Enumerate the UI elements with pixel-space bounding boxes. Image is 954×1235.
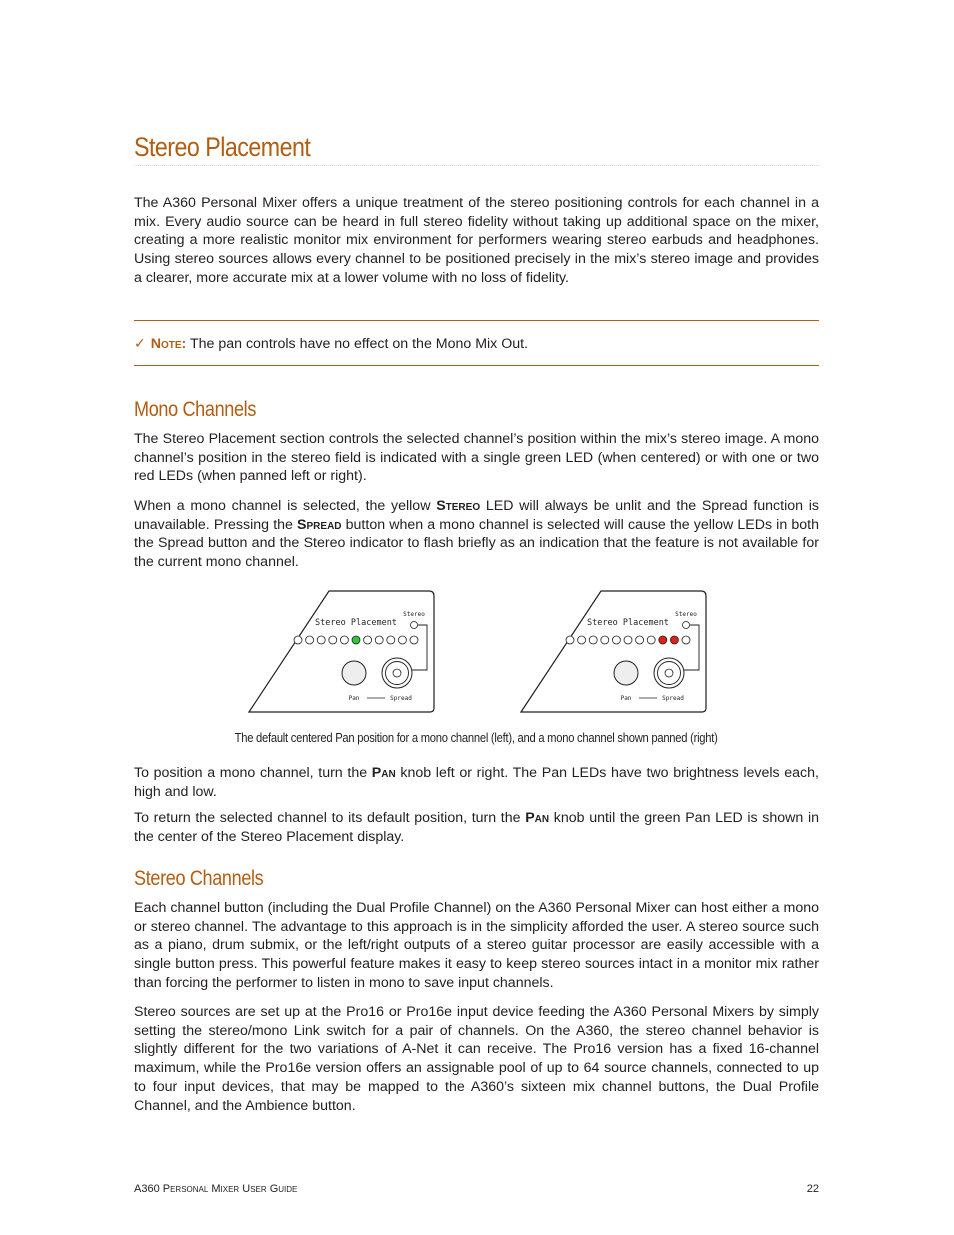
stereo-indicator-label: Stereo bbox=[675, 611, 697, 618]
pan-label: Pan bbox=[348, 695, 360, 702]
stereo-channels-heading: Stereo Channels bbox=[134, 867, 264, 890]
mono-paragraph-4: To return the selected channel to its default position, turn the Pan knob until the green Pan LED is shown in the center of the Stereo Placement display. bbox=[134, 810, 820, 845]
spread-keyword: Spread bbox=[297, 516, 342, 533]
note-box bbox=[134, 334, 528, 353]
figure-caption: The default centered Pan position for a mono channel (left), and a mono channel shown panned (right) bbox=[235, 730, 718, 745]
page-number: 22 bbox=[806, 1183, 819, 1195]
stereo-placement-diagram-centered bbox=[246, 588, 436, 716]
pan-label: Pan bbox=[620, 695, 632, 702]
pan-led-9 bbox=[387, 636, 395, 644]
pan-led-8 bbox=[375, 636, 383, 644]
note-lead: Note: bbox=[150, 336, 187, 352]
note-bottom-rule bbox=[134, 365, 819, 366]
pan-keyword: Pan bbox=[525, 810, 550, 826]
pan-led-10 bbox=[398, 636, 406, 644]
stereo-indicator-led bbox=[411, 622, 418, 629]
pan-led-11 bbox=[682, 636, 690, 644]
pan-led-8 bbox=[647, 636, 655, 644]
title-divider bbox=[134, 165, 819, 166]
pan-led-10 bbox=[670, 636, 678, 644]
footer-guide-title: A360 Personal Mixer User Guide bbox=[134, 1183, 298, 1195]
pan-led-3 bbox=[317, 636, 325, 644]
stereo-placement-label: Stereo Placement bbox=[315, 618, 397, 628]
stereo-indicator-label: Stereo bbox=[403, 611, 425, 618]
stereo-paragraph-1: Each channel button (including the Dual Profile Channel) on the A360 Personal Mixer can host either a mono or stereo channel. The advantage to this approach is in the simplicity afforded the user. A stereo source such as a piano, drum submix, or the left/right outputs of a stereo guitar processor are easily accessible with a single button press. This powerful feature makes it easy to keep stereo sources intact in a monitor mix rather than forcing the performer to listen in mono to save input channels. bbox=[134, 900, 819, 991]
pan-led-5 bbox=[612, 636, 620, 644]
stereo-indicator-led bbox=[683, 622, 690, 629]
pan-led-1 bbox=[566, 636, 574, 644]
pan-led-6 bbox=[352, 636, 360, 644]
intro-paragraph: The A360 Personal Mixer offers a unique treatment of the stereo positioning controls for each channel in a mix. Every audio source can be heard in full stereo fidelity without taking up additional space on the mixer, creating a more realistic monitor mix environment for performers wearing stereo earbuds and headphones. Using stereo sources allows every channel to be positioned precisely in the mix’s stereo image and provides a clearer, more accurate mix at a lower volume with no loss of fidelity. bbox=[134, 195, 819, 286]
pan-led-2 bbox=[306, 636, 314, 644]
page-title: Stereo Placement bbox=[134, 132, 311, 162]
note-text: The pan controls have no effect on the Mono Mix Out. bbox=[186, 336, 529, 352]
pan-led-9 bbox=[659, 636, 667, 644]
spread-led bbox=[665, 669, 673, 677]
mono-paragraph-3: To position a mono channel, turn the Pan knob left or right. The Pan LEDs have two brightness levels each, high and low. bbox=[134, 765, 819, 800]
mono-channels-heading: Mono Channels bbox=[134, 398, 257, 421]
pan-keyword: Pan bbox=[371, 765, 396, 781]
pan-led-11 bbox=[410, 636, 418, 644]
pan-led-3 bbox=[589, 636, 597, 644]
stereo-paragraph-2: Stereo sources are set up at the Pro16 or Pro16e input device feeding the A360 Personal Mixers by simply setting the stereo/mono Link switch for a pair of channels. On the A360, the stereo channel behavior is slightly different for the two variations of A-Net it can receive. The Pro16 version has a fixed 16-channel maximum, while the Pro16e version offers an assignable pool of up to 64 source channels, connected to up to four input devices, that may be mapped to the A360’s sixteen mix channel buttons, the Dual Profile Channel, and the Ambience button. bbox=[134, 1004, 819, 1114]
note-top-rule bbox=[134, 320, 819, 321]
pan-led-1 bbox=[294, 636, 302, 644]
pan-knob bbox=[614, 661, 638, 685]
stereo-keyword: Stereo bbox=[436, 498, 481, 514]
pan-knob bbox=[342, 661, 366, 685]
pan-led-4 bbox=[329, 636, 337, 644]
check-icon: ✓ bbox=[134, 335, 146, 351]
mono-paragraph-2: When a mono channel is selected, the yellow Stereo LED will always be unlit and the Spread function is unavailable. Pressing the Spread button when a mono channel is selected will cause the yellow LEDs in both the Spread button and the Stereo indicator to flash briefly as an indication that the feature is not available for the current mono channel. bbox=[134, 498, 819, 571]
pan-led-5 bbox=[340, 636, 348, 644]
stereo-placement-label: Stereo Placement bbox=[587, 618, 669, 628]
stereo-placement-diagram-panned bbox=[518, 588, 708, 716]
spread-label: Spread bbox=[390, 695, 412, 702]
spread-label: Spread bbox=[662, 695, 684, 702]
pan-led-6 bbox=[624, 636, 632, 644]
pan-led-4 bbox=[601, 636, 609, 644]
pan-led-row bbox=[566, 636, 690, 644]
pan-led-7 bbox=[364, 636, 372, 644]
spread-led bbox=[393, 669, 401, 677]
pan-led-7 bbox=[636, 636, 644, 644]
pan-led-2 bbox=[578, 636, 586, 644]
pan-led-row bbox=[294, 636, 418, 644]
mono-paragraph-1: The Stereo Placement section controls the selected channel’s position within the mix’s stereo image. A mono channel’s position in the stereo field is indicated with a single green LED (when centered) or with one or two red LEDs (when panned left or right). bbox=[134, 431, 819, 485]
